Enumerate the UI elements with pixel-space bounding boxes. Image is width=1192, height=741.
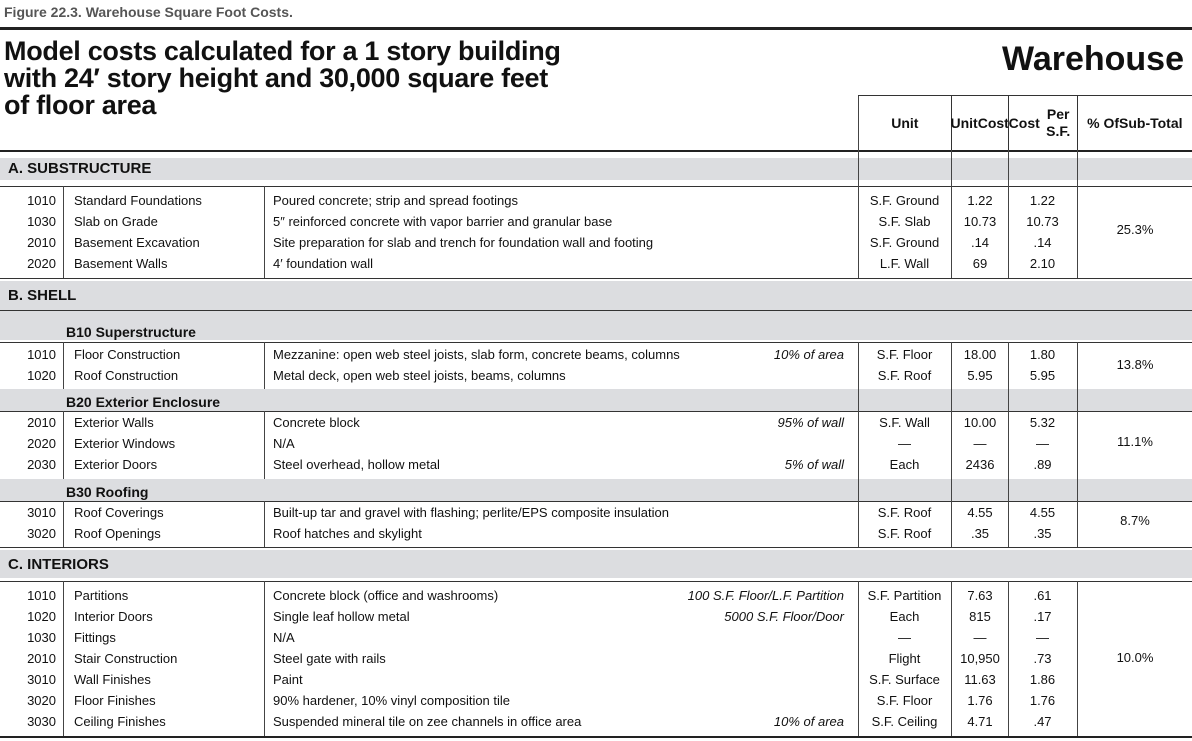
row-unit-cost: 10,950 (960, 651, 1000, 666)
column-rule (63, 342, 64, 389)
row-unit-cost: 5.95 (967, 368, 993, 383)
row-code: 2030 (27, 457, 56, 472)
table-row (0, 690, 1192, 711)
row-cost-psf: 1.80 (1029, 347, 1056, 362)
table-row (0, 627, 1192, 648)
building-type: Warehouse (1001, 40, 1184, 78)
row-name: Interior Doors (74, 609, 153, 624)
row-code: 1030 (27, 630, 56, 645)
row-desc: Site preparation for slab and trench for foundation wall and footing (273, 235, 654, 250)
row-unit-cost: 69 (972, 256, 988, 271)
subsection-header-roofing (0, 479, 1192, 501)
row-unit: S.F. Floor (876, 693, 933, 708)
row-name: Partitions (74, 588, 129, 603)
row-note: 5000 S.F. Floor/Door (724, 609, 844, 624)
row-unit: — (898, 630, 911, 645)
row-code: 1020 (27, 609, 56, 624)
table-row (0, 502, 1192, 523)
row-code: 1020 (27, 368, 56, 383)
row-note: 10% of area (773, 347, 844, 362)
row-name: Exterior Doors (74, 457, 158, 472)
row-unit-cost: 18.00 (963, 347, 997, 362)
divider (0, 186, 1192, 187)
table-row (0, 523, 1192, 544)
title-line: Model costs calculated for a 1 story building (4, 36, 561, 66)
row-code: 2010 (27, 235, 56, 250)
table-row (0, 232, 1192, 253)
row-cost-psf: .17 (1033, 609, 1052, 624)
row-code: 3010 (27, 505, 56, 520)
column-rule (63, 186, 64, 278)
row-name: Basement Excavation (74, 235, 200, 250)
row-desc: N/A (273, 630, 295, 645)
column-rule (951, 150, 952, 278)
row-desc: Roof hatches and skylight (273, 526, 422, 541)
row-unit-cost: 4.71 (967, 714, 993, 729)
column-rule (264, 581, 265, 736)
row-cost-psf: .61 (1033, 588, 1052, 603)
row-unit-cost: 1.22 (967, 193, 993, 208)
row-unit: S.F. Ground (869, 193, 940, 208)
row-desc: Suspended mineral tile on zee channels in office area (273, 714, 582, 729)
row-unit-cost: .14 (970, 235, 990, 250)
column-rule (1077, 581, 1078, 736)
row-unit-cost: 10.73 (963, 214, 997, 229)
header-text: % Of (1087, 114, 1119, 131)
subsection-title: B10 Superstructure (66, 324, 196, 340)
row-desc: Metal deck, open web steel joists, beams, columns (273, 368, 566, 383)
row-unit: Each (889, 457, 920, 472)
header-pct-subtotal (1077, 96, 1192, 150)
table-row (0, 211, 1192, 232)
column-rule (63, 411, 64, 479)
row-name: Ceiling Finishes (74, 714, 166, 729)
row-name: Stair Construction (74, 651, 178, 666)
row-unit: S.F. Wall (879, 415, 930, 430)
row-unit: S.F. Ceiling (871, 714, 938, 729)
row-unit-cost: 4.55 (967, 505, 993, 520)
row-code: 3020 (27, 526, 56, 541)
row-unit: S.F. Roof (877, 505, 932, 520)
subsection-header-superstructure (0, 323, 1192, 341)
row-name: Roof Construction (74, 368, 179, 383)
header-rule (858, 95, 1192, 96)
column-rule (858, 581, 859, 736)
row-unit: Flight (888, 651, 921, 666)
row-desc: 90% hardener, 10% vinyl composition tile (273, 693, 511, 708)
row-code: 2010 (27, 651, 56, 666)
column-rule (858, 342, 859, 547)
column-rule (264, 411, 265, 479)
row-desc: N/A (273, 436, 295, 451)
table-row (0, 648, 1192, 669)
header-text: Cost (977, 114, 1009, 131)
row-unit-cost: 1.76 (967, 693, 993, 708)
subsection-title: B30 Roofing (66, 484, 149, 500)
row-name: Roof Coverings (74, 505, 164, 520)
row-note: 95% of wall (777, 415, 844, 430)
row-cost-psf: .35 (1033, 526, 1052, 541)
row-cost-psf: .47 (1033, 714, 1052, 729)
table-row (0, 669, 1192, 690)
row-cost-psf: — (1036, 630, 1049, 645)
row-desc: Steel gate with rails (273, 651, 386, 666)
divider (0, 342, 1192, 343)
row-cost-psf: .89 (1033, 457, 1052, 472)
row-cost-psf: 10.73 (1026, 214, 1059, 229)
column-rule (264, 186, 265, 278)
subtotal-pct: 13.8% (1116, 357, 1154, 372)
row-unit-cost: — (973, 436, 987, 451)
row-code: 3030 (27, 714, 56, 729)
divider (0, 547, 1192, 548)
row-name: Floor Finishes (74, 693, 156, 708)
header-unit: Unit (858, 96, 951, 150)
bottom-rule (0, 736, 1192, 738)
row-unit: — (898, 436, 911, 451)
row-unit: S.F. Roof (877, 368, 932, 383)
subtotal-pct: 8.7% (1120, 513, 1150, 528)
column-headers (858, 96, 1192, 150)
header-text: Unit (950, 114, 978, 131)
row-unit: S.F. Slab (878, 214, 931, 229)
divider (0, 581, 1192, 582)
subtotal-pct: 25.3% (1116, 222, 1154, 237)
row-desc: Concrete block (273, 415, 360, 430)
row-name: Exterior Walls (74, 415, 154, 430)
subtotal-pct: 11.1% (1117, 434, 1153, 449)
section-title: A. SUBSTRUCTURE (8, 160, 152, 177)
row-code: 1010 (27, 193, 56, 208)
page-title (4, 38, 561, 119)
row-name: Wall Finishes (74, 672, 151, 687)
row-cost-psf: 1.76 (1029, 693, 1056, 708)
row-desc: Concrete block (office and washrooms) (273, 588, 499, 603)
header-unit-cost (951, 96, 1008, 150)
section-title: C. INTERIORS (8, 556, 109, 573)
row-cost-psf: .73 (1033, 651, 1052, 666)
table-row (0, 253, 1192, 274)
row-unit-cost: 11.63 (964, 672, 996, 687)
row-code: 3010 (27, 672, 56, 687)
column-rule (951, 581, 952, 736)
row-code: 3020 (27, 693, 56, 708)
column-rule (951, 342, 952, 547)
row-unit-cost: .35 (970, 526, 990, 541)
table-row (0, 711, 1192, 732)
row-unit-cost: — (973, 630, 987, 645)
title-line: with 24′ story height and 30,000 square feet (4, 63, 548, 93)
row-name: Floor Construction (74, 347, 181, 362)
section-title: B. SHELL (8, 287, 77, 304)
column-rule (1077, 150, 1078, 278)
row-unit: S.F. Partition (867, 588, 942, 603)
row-name: Exterior Windows (74, 436, 176, 451)
row-desc: Mezzanine: open web steel joists, slab form, concrete beams, columns (273, 347, 680, 362)
table-row (0, 365, 1192, 386)
row-desc: Poured concrete; strip and spread footings (273, 193, 518, 208)
divider (0, 278, 1192, 279)
column-rule (1008, 342, 1009, 547)
row-cost-psf: 5.32 (1029, 415, 1056, 430)
header-cost-per-sf (1008, 96, 1077, 150)
column-rule (1008, 150, 1009, 278)
section-header-substructure (0, 158, 1192, 180)
figure-caption: Figure 22.3. Warehouse Square Foot Costs. (4, 4, 293, 20)
row-note: 5% of wall (784, 457, 844, 472)
row-code: 2020 (27, 256, 56, 271)
row-unit: S.F. Floor (876, 347, 933, 362)
row-unit-cost: 2436 (965, 457, 995, 472)
table-row (0, 433, 1192, 454)
row-unit: L.F. Wall (879, 256, 930, 271)
divider (0, 310, 1192, 311)
row-code: 1030 (27, 214, 56, 229)
row-unit: S.F. Roof (877, 526, 932, 541)
row-desc: Single leaf hollow metal (273, 609, 410, 624)
column-rule (1077, 342, 1078, 547)
row-unit: S.F. Surface (869, 672, 940, 687)
top-rule (0, 27, 1192, 30)
row-note: 100 S.F. Floor/L.F. Partition (687, 588, 844, 603)
row-cost-psf: .14 (1033, 235, 1052, 250)
row-cost-psf: 1.22 (1029, 193, 1056, 208)
row-code: 2020 (27, 436, 56, 451)
row-desc: Paint (273, 672, 303, 687)
subtotal-pct: 10.0% (1116, 650, 1154, 665)
row-cost-psf: 4.55 (1029, 505, 1056, 520)
row-name: Roof Openings (74, 526, 161, 541)
row-unit-cost: 815 (969, 609, 991, 624)
row-cost-psf: 1.86 (1029, 672, 1056, 687)
row-desc: Steel overhead, hollow metal (273, 457, 440, 472)
row-name: Basement Walls (74, 256, 168, 271)
table-row (0, 606, 1192, 627)
column-rule (264, 501, 265, 547)
column-rule (264, 342, 265, 389)
header-text: Sub-Total (1119, 114, 1183, 131)
row-unit-cost: 10.00 (963, 415, 997, 430)
subsection-title: B20 Exterior Enclosure (66, 394, 221, 410)
header-text: Per S.F. (1046, 106, 1071, 139)
column-rule (858, 96, 859, 278)
section-header-interiors (0, 550, 1192, 578)
row-unit-cost: 7.63 (967, 588, 993, 603)
column-rule (1008, 581, 1009, 736)
row-name: Slab on Grade (74, 214, 158, 229)
table-row (0, 585, 1192, 606)
table-row (0, 190, 1192, 211)
header-bottom-rule (0, 150, 1192, 152)
row-code: 2010 (27, 415, 56, 430)
header-text: Cost (1008, 114, 1040, 131)
table-row (0, 344, 1192, 365)
row-desc: Built-up tar and gravel with flashing; perlite/EPS composite insulation (273, 505, 669, 520)
column-rule (63, 501, 64, 547)
row-desc: 5″ reinforced concrete with vapor barrier and granular base (273, 214, 613, 229)
row-code: 1010 (27, 347, 56, 362)
row-unit: Each (889, 609, 920, 624)
column-rule (63, 581, 64, 736)
table-row (0, 412, 1192, 433)
row-cost-psf: 2.10 (1029, 256, 1056, 271)
table-row (0, 454, 1192, 475)
subsection-header-exterior-enclosure (0, 389, 1192, 411)
row-name: Fittings (74, 630, 116, 645)
row-cost-psf: — (1036, 436, 1049, 451)
row-cost-psf: 5.95 (1029, 368, 1056, 383)
row-desc: 4′ foundation wall (273, 256, 374, 271)
row-code: 1010 (27, 588, 56, 603)
title-line: of floor area (4, 90, 157, 120)
row-name: Standard Foundations (74, 193, 202, 208)
row-note: 10% of area (773, 714, 844, 729)
row-unit: S.F. Ground (869, 235, 940, 250)
